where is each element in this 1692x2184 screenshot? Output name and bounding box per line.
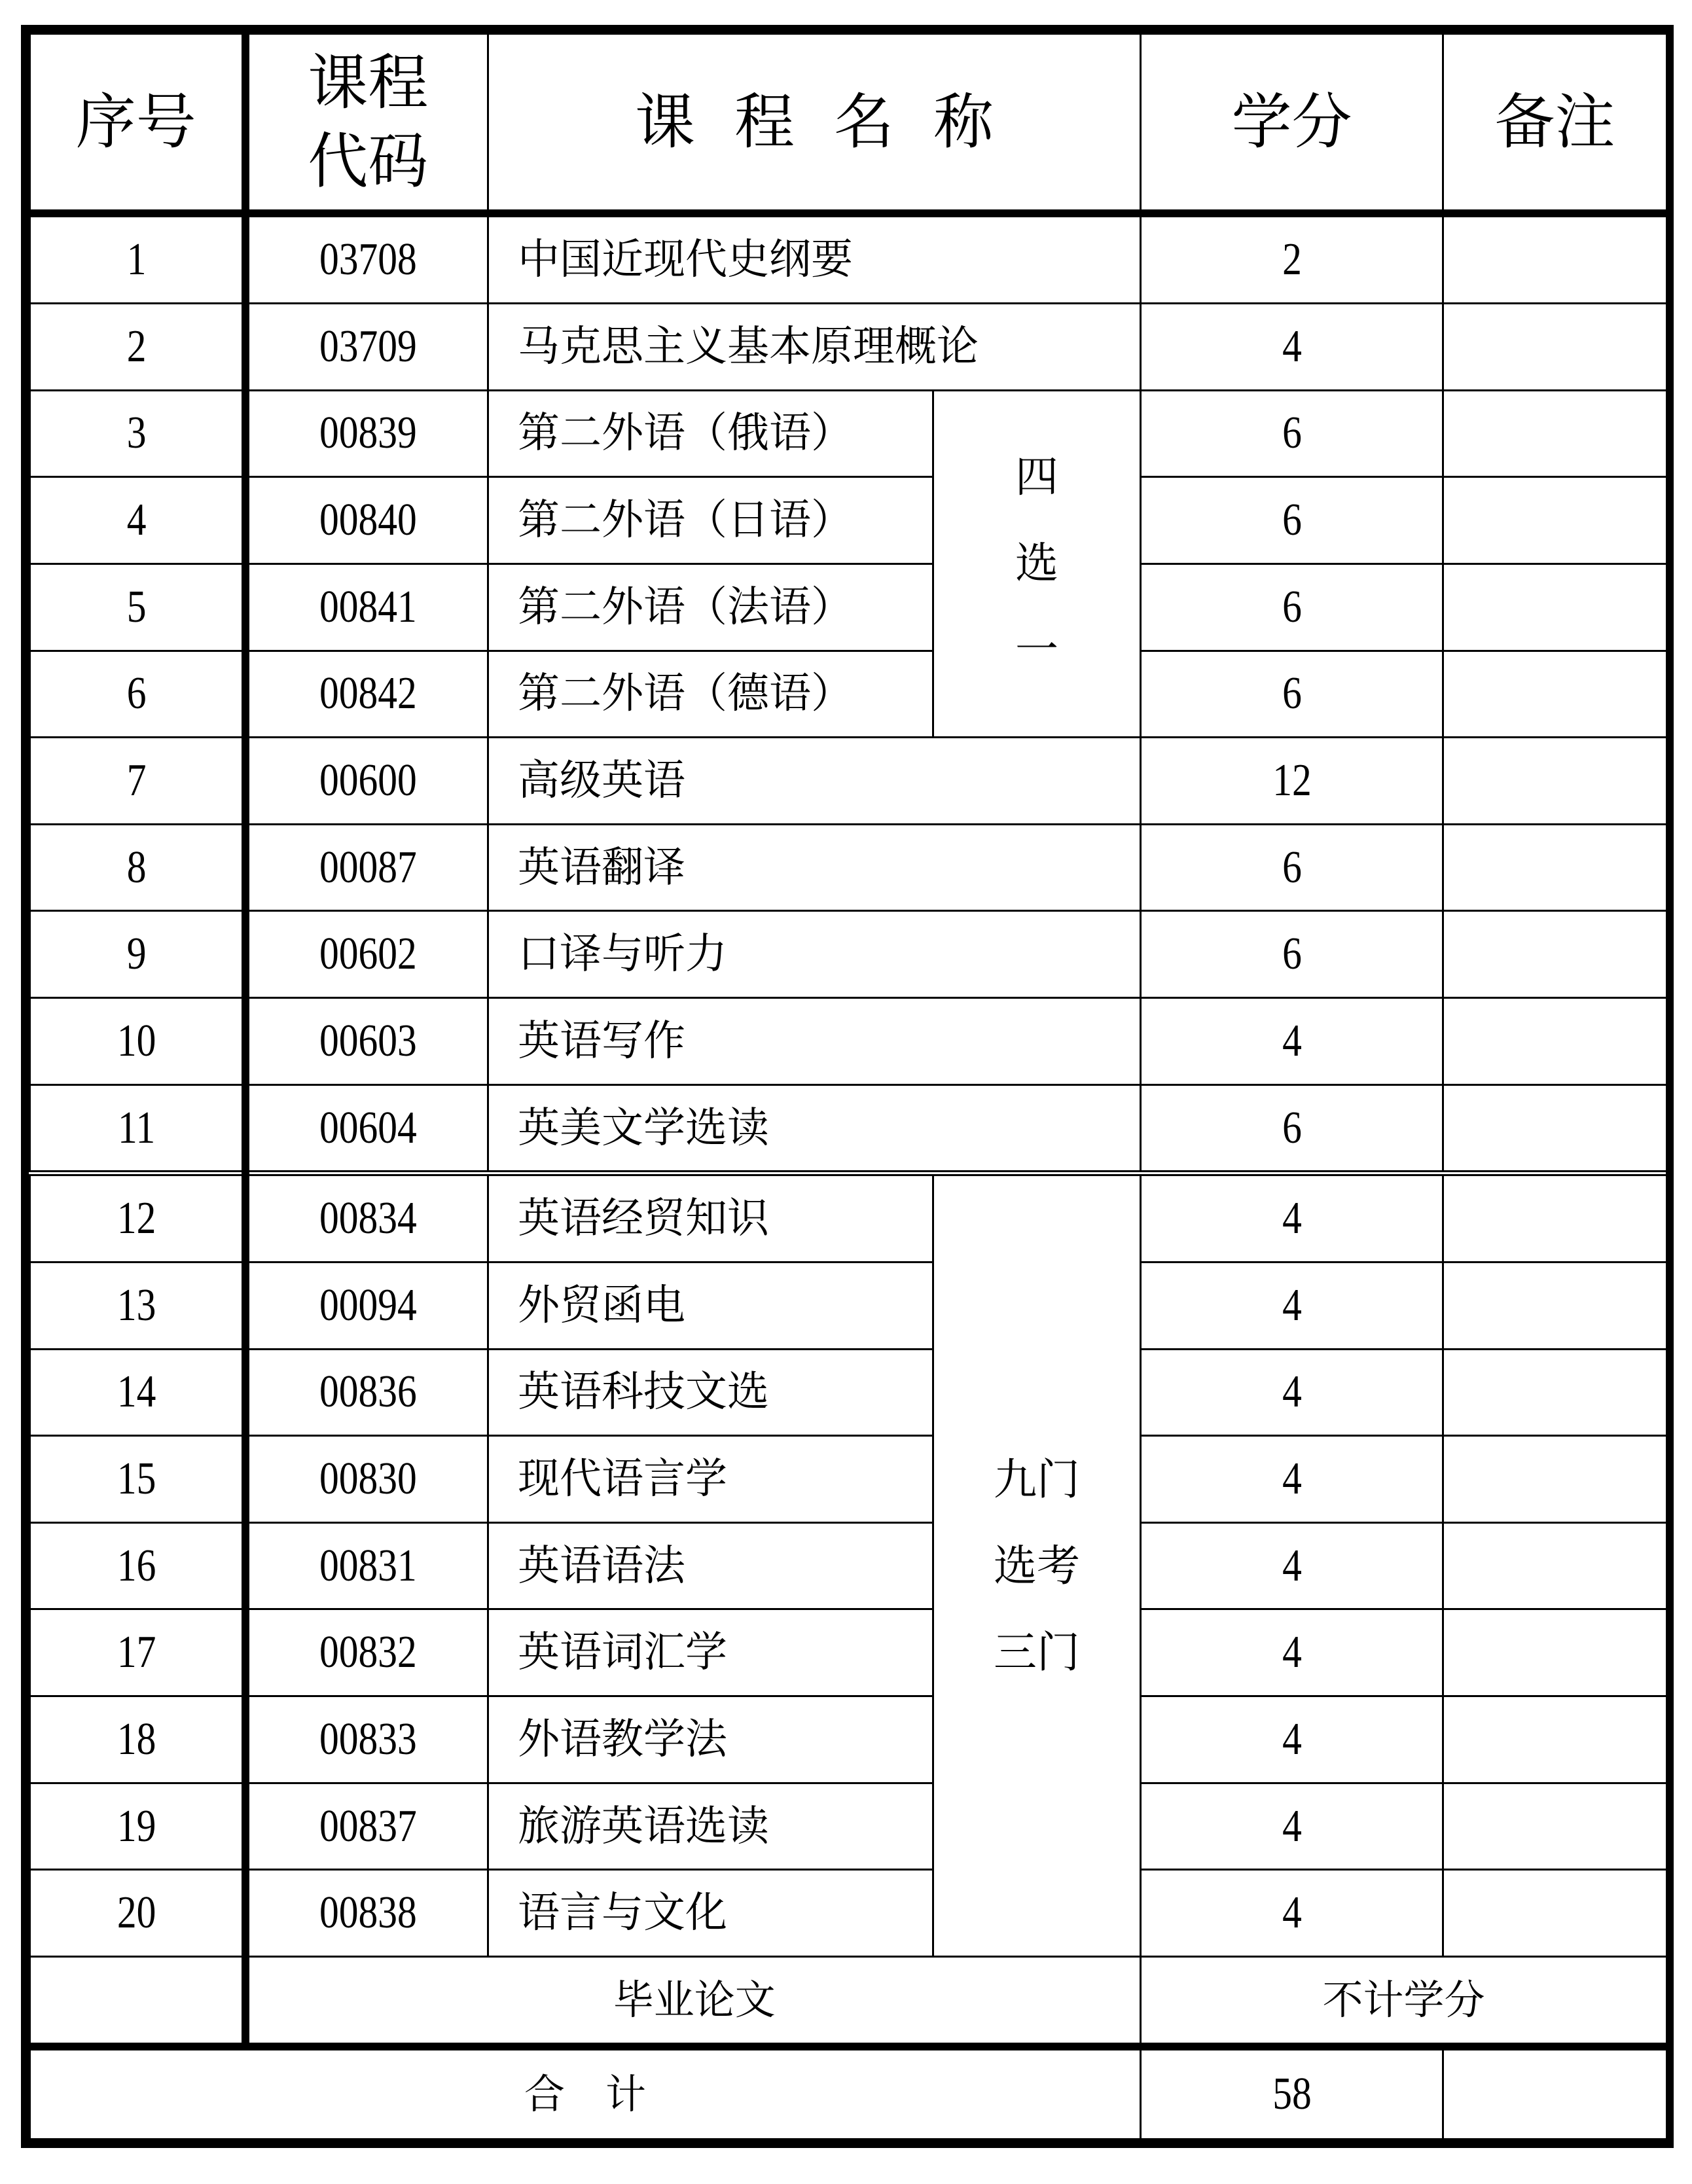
header-code-line1: 课程 xyxy=(308,48,429,118)
table-row xyxy=(30,1522,1667,1609)
thesis-row xyxy=(30,1956,1667,2046)
cell-code: 00603 xyxy=(263,998,469,1085)
header-name: 课程名称 xyxy=(488,34,1141,214)
cell-remark xyxy=(1443,1870,1667,1957)
cell-seq: 5 xyxy=(46,564,229,651)
total-credit: 58 xyxy=(1163,2047,1420,2139)
cell-seq: 16 xyxy=(46,1522,229,1609)
table-row xyxy=(30,1349,1667,1436)
cell-remark xyxy=(1443,1084,1667,1173)
cell-remark xyxy=(1443,738,1667,825)
cell-seq: 6 xyxy=(46,651,229,738)
cell-name: 第二外语（俄语） xyxy=(488,390,933,477)
table-row xyxy=(30,564,1667,651)
table-row xyxy=(30,1084,1667,1173)
cell-remark xyxy=(1443,477,1667,564)
cell-code: 00838 xyxy=(263,1870,469,1957)
cell-name: 第二外语（德语） xyxy=(488,651,933,738)
cell-credit: 6 xyxy=(1163,390,1420,477)
cell-seq: 19 xyxy=(46,1783,229,1870)
cell-name: 口译与听力 xyxy=(488,911,1141,998)
cell-credit: 4 xyxy=(1163,304,1420,391)
cell-code: 00837 xyxy=(263,1783,469,1870)
cell-credit: 6 xyxy=(1163,477,1420,564)
cell-credit: 12 xyxy=(1163,738,1420,825)
cell-remark xyxy=(1443,1262,1667,1349)
cell-credit: 6 xyxy=(1163,1084,1420,1173)
total-label: 合 计 xyxy=(30,2047,1141,2139)
cell-code: 00834 xyxy=(263,1173,469,1262)
cell-name: 英语语法 xyxy=(488,1522,933,1609)
cell-name: 外语教学法 xyxy=(488,1696,933,1783)
course-table-frame xyxy=(21,25,1674,2148)
header-code xyxy=(245,34,488,214)
cell-seq: 3 xyxy=(46,390,229,477)
cell-remark xyxy=(1443,1609,1667,1696)
cell-credit: 6 xyxy=(1163,824,1420,911)
cell-seq: 14 xyxy=(46,1349,229,1436)
cell-credit: 6 xyxy=(1163,564,1420,651)
cell-code: 00602 xyxy=(263,911,469,998)
header-row xyxy=(30,34,1667,214)
table-row xyxy=(30,911,1667,998)
cell-credit: 4 xyxy=(1163,1870,1420,1957)
cell-credit: 4 xyxy=(1163,1436,1420,1523)
cell-seq: 10 xyxy=(46,998,229,1085)
table-row xyxy=(30,1783,1667,1870)
header-seq: 序号 xyxy=(30,34,245,214)
table-row xyxy=(30,1609,1667,1696)
cell-code: 00839 xyxy=(263,390,469,477)
cell-name: 外贸函电 xyxy=(488,1262,933,1349)
cell-seq: 17 xyxy=(46,1609,229,1696)
cell-name: 语言与文化 xyxy=(488,1870,933,1957)
cell-name: 第二外语（法语） xyxy=(488,564,933,651)
table-row xyxy=(30,1436,1667,1523)
table-row xyxy=(30,477,1667,564)
cell-credit: 4 xyxy=(1163,1262,1420,1349)
cell-code: 00830 xyxy=(263,1436,469,1523)
header-code-line2: 代码 xyxy=(308,126,429,196)
cell-credit: 4 xyxy=(1163,1783,1420,1870)
cell-code: 00841 xyxy=(263,564,469,651)
thesis-credit: 不计学分 xyxy=(1141,1956,1667,2046)
cell-credit: 4 xyxy=(1163,1609,1420,1696)
cell-remark xyxy=(1443,564,1667,651)
cell-seq: 11 xyxy=(46,1084,229,1173)
cell-seq: 13 xyxy=(46,1262,229,1349)
cell-remark xyxy=(1443,1522,1667,1609)
cell-remark xyxy=(1443,304,1667,391)
cell-name: 英语经贸知识 xyxy=(488,1173,933,1262)
cell-name: 英语词汇学 xyxy=(488,1609,933,1696)
cell-code: 03709 xyxy=(263,304,469,391)
cell-name: 高级英语 xyxy=(488,738,1141,825)
cell-name: 马克思主义基本原理概论 xyxy=(488,304,1141,391)
table-row xyxy=(30,390,1667,477)
cell-credit: 2 xyxy=(1163,213,1420,303)
cell-remark xyxy=(1443,998,1667,1085)
cell-name: 中国近现代史纲要 xyxy=(488,213,1141,303)
cell-code: 00087 xyxy=(263,824,469,911)
cell-seq: 7 xyxy=(46,738,229,825)
cell-remark xyxy=(1443,1696,1667,1783)
cell-seq: 15 xyxy=(46,1436,229,1523)
cell-credit: 4 xyxy=(1163,1696,1420,1783)
cell-code: 00840 xyxy=(263,477,469,564)
cell-seq: 4 xyxy=(46,477,229,564)
header-credit: 学分 xyxy=(1141,34,1443,214)
cell-remark xyxy=(1443,1349,1667,1436)
cell-remark xyxy=(1443,390,1667,477)
cell-remark xyxy=(1443,911,1667,998)
table-row xyxy=(30,1696,1667,1783)
cell-credit: 4 xyxy=(1163,1349,1420,1436)
cell-name: 英语科技文选 xyxy=(488,1349,933,1436)
cell-seq: 2 xyxy=(46,304,229,391)
cell-remark xyxy=(1443,651,1667,738)
cell-code: 00836 xyxy=(263,1349,469,1436)
total-row xyxy=(30,2047,1667,2139)
table-row xyxy=(30,1262,1667,1349)
cell-seq: 20 xyxy=(46,1870,229,1957)
table-row xyxy=(30,304,1667,391)
cell-code: 00833 xyxy=(263,1696,469,1783)
cell-code: 00094 xyxy=(263,1262,469,1349)
table-row xyxy=(30,998,1667,1085)
thesis-label: 毕业论文 xyxy=(245,1956,1141,2046)
table-row xyxy=(30,824,1667,911)
header-remark: 备注 xyxy=(1443,34,1667,214)
cell-remark xyxy=(1443,1436,1667,1523)
cell-code: 00600 xyxy=(263,738,469,825)
cell-credit: 6 xyxy=(1163,651,1420,738)
cell-seq: 8 xyxy=(46,824,229,911)
cell-credit: 4 xyxy=(1163,1173,1420,1262)
cell-code: 00604 xyxy=(263,1084,469,1173)
table-row xyxy=(30,1870,1667,1957)
cell-code: 00831 xyxy=(263,1522,469,1609)
cell-name: 旅游英语选读 xyxy=(488,1783,933,1870)
cell-remark xyxy=(1443,824,1667,911)
table-row xyxy=(30,738,1667,825)
cell-remark xyxy=(1443,1783,1667,1870)
cell-code: 00832 xyxy=(263,1609,469,1696)
cell-seq: 12 xyxy=(46,1173,229,1262)
cell-name: 英语翻译 xyxy=(488,824,1141,911)
cell-credit: 4 xyxy=(1163,998,1420,1085)
cell-code: 03708 xyxy=(263,213,469,303)
group-nine-choose-three: 九门 选考 三门 xyxy=(933,1173,1141,1957)
cell-credit: 6 xyxy=(1163,911,1420,998)
cell-seq: 18 xyxy=(46,1696,229,1783)
cell-remark xyxy=(1443,213,1667,303)
cell-remark xyxy=(1443,1173,1667,1262)
group-language-elective: 四 选 一 xyxy=(933,390,1141,738)
cell-credit: 4 xyxy=(1163,1522,1420,1609)
cell-name: 第二外语（日语） xyxy=(488,477,933,564)
course-table xyxy=(29,33,1668,2140)
table-row xyxy=(30,651,1667,738)
cell-code: 00842 xyxy=(263,651,469,738)
table-row xyxy=(30,1173,1667,1262)
table-row xyxy=(30,213,1667,303)
total-remark xyxy=(1443,2047,1667,2139)
cell-seq: 1 xyxy=(46,213,229,303)
cell-seq: 9 xyxy=(46,911,229,998)
cell-name: 英美文学选读 xyxy=(488,1084,1141,1173)
cell-name: 现代语言学 xyxy=(488,1436,933,1523)
cell-name: 英语写作 xyxy=(488,998,1141,1085)
cell-seq-empty xyxy=(30,1956,245,2046)
